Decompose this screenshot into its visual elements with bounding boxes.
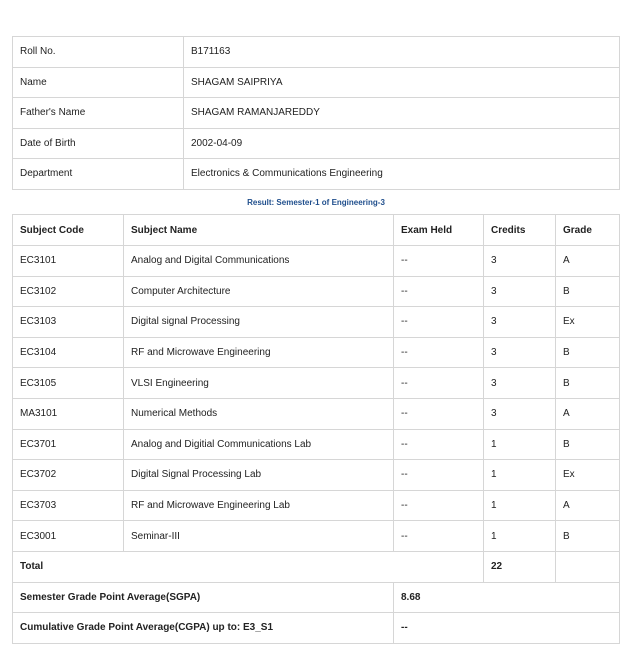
- credits: 1: [484, 460, 556, 491]
- subject-name: Analog and Digitial Communications Lab: [124, 429, 394, 460]
- subject-code: EC3101: [13, 246, 124, 277]
- info-label: Roll No.: [13, 37, 184, 68]
- grade: B: [556, 429, 620, 460]
- subject-code: MA3101: [13, 398, 124, 429]
- subject-name: VLSI Engineering: [124, 368, 394, 399]
- exam-held: --: [394, 337, 484, 368]
- table-row: [13, 246, 620, 277]
- info-label: Father's Name: [13, 98, 184, 129]
- subject-name: RF and Microwave Engineering Lab: [124, 490, 394, 521]
- exam-held: --: [394, 398, 484, 429]
- subject-code: EC3102: [13, 276, 124, 307]
- credits: 3: [484, 337, 556, 368]
- subject-name: Analog and Digital Communications: [124, 246, 394, 277]
- info-value: SHAGAM RAMANJAREDDY: [184, 98, 620, 129]
- subject-name: Digital signal Processing: [124, 307, 394, 338]
- info-label: Date of Birth: [13, 128, 184, 159]
- cgpa-value: --: [394, 613, 620, 644]
- credits: 3: [484, 276, 556, 307]
- total-row: [13, 551, 620, 582]
- header-subject-name: Subject Name: [124, 215, 394, 246]
- exam-held: --: [394, 460, 484, 491]
- exam-held: --: [394, 490, 484, 521]
- subject-code: EC3001: [13, 521, 124, 552]
- total-credits: 22: [484, 551, 556, 582]
- sgpa-value: 8.68: [394, 582, 620, 613]
- sgpa-label: Semester Grade Point Average(SGPA): [13, 582, 394, 613]
- grade: A: [556, 490, 620, 521]
- credits: 1: [484, 521, 556, 552]
- student-info-table: [12, 36, 620, 190]
- results-table: [12, 214, 620, 644]
- results-header-row: [13, 215, 620, 246]
- total-label: Total: [13, 551, 484, 582]
- header-exam-held: Exam Held: [394, 215, 484, 246]
- subject-code: EC3701: [13, 429, 124, 460]
- table-row: [13, 429, 620, 460]
- table-row: [13, 398, 620, 429]
- grade: Ex: [556, 460, 620, 491]
- table-row: [13, 368, 620, 399]
- info-value: Electronics & Communications Engineering: [184, 159, 620, 190]
- header-credits: Credits: [484, 215, 556, 246]
- info-row-department: [13, 159, 620, 190]
- result-title: Result: Semester-1 of Engineering-3: [247, 198, 385, 207]
- table-row: [13, 521, 620, 552]
- info-label: Department: [13, 159, 184, 190]
- subject-code: EC3702: [13, 460, 124, 491]
- info-row-roll-no: [13, 37, 620, 68]
- exam-held: --: [394, 246, 484, 277]
- exam-held: --: [394, 521, 484, 552]
- grade: B: [556, 337, 620, 368]
- subject-name: Digital Signal Processing Lab: [124, 460, 394, 491]
- info-row-name: [13, 67, 620, 98]
- table-row: [13, 307, 620, 338]
- subject-name: Computer Architecture: [124, 276, 394, 307]
- credits: 3: [484, 246, 556, 277]
- header-subject-code: Subject Code: [13, 215, 124, 246]
- subject-code: EC3105: [13, 368, 124, 399]
- subject-name: Seminar-III: [124, 521, 394, 552]
- exam-held: --: [394, 276, 484, 307]
- exam-held: --: [394, 307, 484, 338]
- grade: A: [556, 246, 620, 277]
- subject-name: Numerical Methods: [124, 398, 394, 429]
- table-row: [13, 490, 620, 521]
- cgpa-label: Cumulative Grade Point Average(CGPA) up to: E3_S1: [13, 613, 394, 644]
- subject-name: RF and Microwave Engineering: [124, 337, 394, 368]
- info-label: Name: [13, 67, 184, 98]
- info-row-fathers-name: [13, 98, 620, 129]
- credits: 1: [484, 429, 556, 460]
- exam-held: --: [394, 368, 484, 399]
- grade: Ex: [556, 307, 620, 338]
- sgpa-row: [13, 582, 620, 613]
- cgpa-row: [13, 613, 620, 644]
- subject-code: EC3703: [13, 490, 124, 521]
- credits: 1: [484, 490, 556, 521]
- info-value: B171163: [184, 37, 620, 68]
- credits: 3: [484, 398, 556, 429]
- info-value: 2002-04-09: [184, 128, 620, 159]
- subject-code: EC3103: [13, 307, 124, 338]
- grade: B: [556, 276, 620, 307]
- table-row: [13, 460, 620, 491]
- exam-held: --: [394, 429, 484, 460]
- grade: A: [556, 398, 620, 429]
- table-row: [13, 337, 620, 368]
- header-grade: Grade: [556, 215, 620, 246]
- total-grade-empty: [556, 551, 620, 582]
- table-row: [13, 276, 620, 307]
- subject-code: EC3104: [13, 337, 124, 368]
- info-row-date-of-birth: [13, 128, 620, 159]
- credits: 3: [484, 307, 556, 338]
- grade: B: [556, 521, 620, 552]
- grade: B: [556, 368, 620, 399]
- info-value: SHAGAM SAIPRIYA: [184, 67, 620, 98]
- credits: 3: [484, 368, 556, 399]
